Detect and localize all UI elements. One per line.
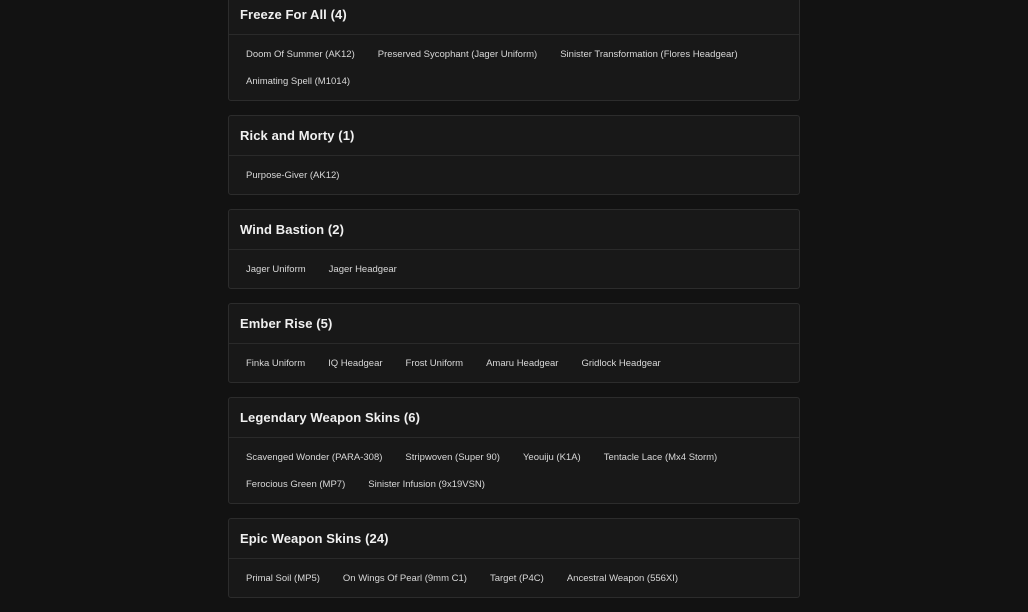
collection-item[interactable]: Yeouiju (K1A) [522, 452, 581, 463]
collection-title[interactable]: Epic Weapon Skins (24) [229, 519, 799, 559]
collection-item[interactable]: Scavenged Wonder (PARA-308) [246, 452, 383, 463]
collection-item[interactable]: Amaru Headgear [486, 358, 559, 369]
collection-item[interactable]: Finka Uniform [246, 358, 306, 369]
collection-item[interactable]: Preserved Sycophant (Jager Uniform) [377, 49, 538, 60]
collection-title[interactable]: Ember Rise (5) [229, 304, 799, 344]
collection-items [229, 156, 799, 194]
collection-item[interactable]: Frost Uniform [405, 358, 464, 369]
collection-card [228, 0, 800, 101]
collection-items [229, 344, 799, 382]
collection-item[interactable]: Animating Spell (M1014) [246, 76, 351, 87]
collection-title[interactable]: Freeze For All (4) [229, 0, 799, 35]
collection-card [228, 518, 800, 598]
collection-item[interactable]: Gridlock Headgear [581, 358, 661, 369]
collection-card [228, 209, 800, 289]
collection-title[interactable]: Wind Bastion (2) [229, 210, 799, 250]
collection-item[interactable]: On Wings Of Pearl (9mm C1) [342, 573, 467, 584]
collection-item[interactable]: Sinister Transformation (Flores Headgear) [560, 49, 738, 60]
collection-item[interactable]: Sinister Infusion (9x19VSN) [368, 479, 485, 490]
collection-item[interactable]: Ancestral Weapon (556XI) [566, 573, 679, 584]
collection-card [228, 303, 800, 383]
collection-item[interactable]: Doom Of Summer (AK12) [246, 49, 355, 60]
collection-item[interactable]: Primal Soil (MP5) [246, 573, 320, 584]
collection-item[interactable]: Target (P4C) [489, 573, 544, 584]
collection-title[interactable]: Rick and Morty (1) [229, 116, 799, 156]
collection-item[interactable]: Tentacle Lace (Mx4 Storm) [603, 452, 718, 463]
collections-list [228, 0, 800, 612]
collection-items [229, 35, 799, 100]
collection-item[interactable]: Ferocious Green (MP7) [246, 479, 346, 490]
collection-card [228, 115, 800, 195]
collection-item[interactable]: Purpose-Giver (AK12) [246, 170, 340, 181]
collection-title[interactable]: Legendary Weapon Skins (6) [229, 398, 799, 438]
collection-items [229, 250, 799, 288]
collection-item[interactable]: Stripwoven (Super 90) [405, 452, 500, 463]
collection-item[interactable]: Jager Uniform [246, 264, 306, 275]
collection-items [229, 559, 799, 597]
collection-item[interactable]: Jager Headgear [328, 264, 397, 275]
collection-item[interactable]: IQ Headgear [328, 358, 383, 369]
collection-items [229, 438, 799, 503]
collection-card [228, 397, 800, 504]
